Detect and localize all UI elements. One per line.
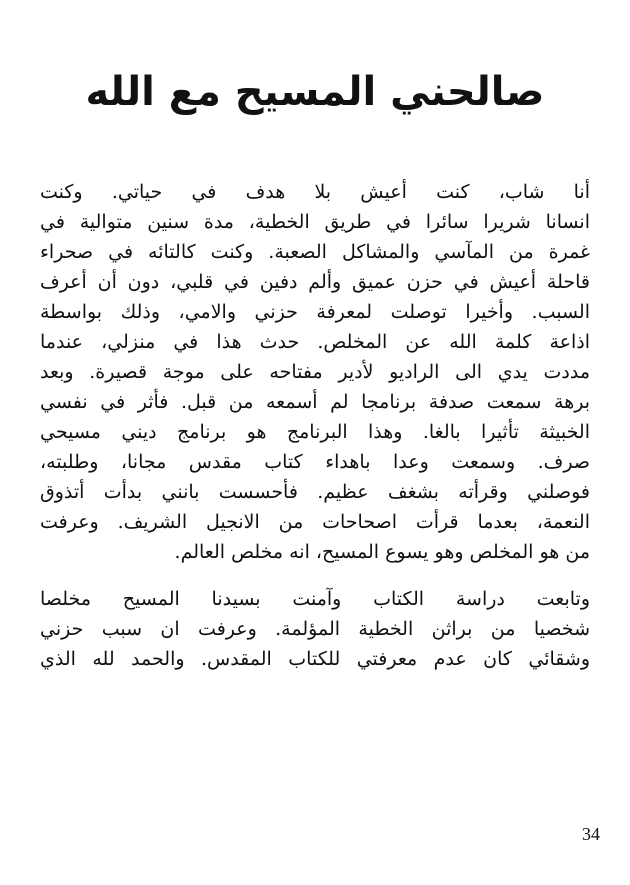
text-line: انسانا شريرا سائرا في طريق الخطية، مدة سنين متوالية في [40,211,590,233]
text-line: النعمة، بعدما قرأت اصحاحات من الانجيل الشريف. وعرفت [40,511,590,533]
text-line: قاحلة أعيش في حزن عميق وألم دفين في قلبي، دون أن أعرف [40,271,590,293]
text-line: السبب. وأخيرا توصلت لمعرفة حزني والامي، وذلك بواسطة [40,301,590,323]
text-line: شخصيا من براثن الخطية المؤلمة. وعرفت ان سبب حزني [40,618,590,640]
page-number: 34 [582,824,600,844]
text-line: وشقائي كان عدم معرفتي للكتاب المقدس. والحمد لله الذي [40,648,590,670]
body-text [40,177,590,674]
text-line: اذاعة كلمة الله عن المخلص. حدث هذا في منزلي، عندما [40,331,590,353]
chapter-title: صالحني المسيح مع الله [85,69,545,115]
text-line: صرف. وسمعت وعدا باهداء كتاب مقدس مجانا، وطلبته، [40,451,590,473]
text-line: برهة سمعت صدفة برنامجا لم أسمعه من قبل. فأثر في نفسي [40,391,590,413]
text-line: من هو المخلص وهو يسوع المسيح، انه مخلص العالم. [174,541,590,563]
text-line: الخبيثة تأثيرا بالغا. وهذا البرنامج هو برنامج ديني مسيحي [40,421,590,443]
paragraph-2 [40,584,590,674]
text-line: مددت يدي الى الراديو لأدير مفتاحه على موجة قصيرة. وبعد [40,361,590,383]
text-line: أنا شاب، كنت أعيش بلا هدف في حياتي. وكنت [40,181,590,203]
text-line: وتابعت دراسة الكتاب وآمنت بسيدنا المسيح مخلصا [40,588,590,610]
paragraph-1 [40,177,590,567]
text-line: فوصلني وقرأته بشغف عظيم. فأحسست بانني بدأت أتذوق [40,481,590,503]
text-line: غمرة من المآسي والمشاكل الصعبة. وكنت كالتائه في صحراء [40,241,590,263]
